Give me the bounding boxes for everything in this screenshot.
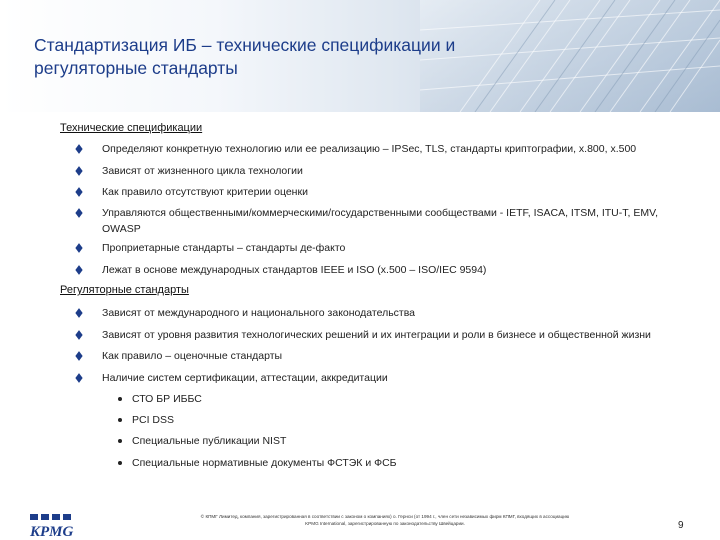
bullet-icon xyxy=(75,144,82,154)
bullet-icon xyxy=(75,330,82,340)
bullet-icon xyxy=(75,208,82,218)
bullet-icon xyxy=(75,166,82,176)
section-heading-technical: Технические спецификации xyxy=(60,122,203,134)
bullet-icon xyxy=(75,243,82,253)
dot-bullet-icon xyxy=(118,439,122,443)
bullet-icon xyxy=(75,187,82,197)
dot-bullet-icon xyxy=(118,397,122,401)
bullet-icon xyxy=(75,351,82,361)
slide-content: Технические спецификации Определяют конкретную технологию или ее реализацию – IPSec, TLS, стандарты криптографии, x.800, x.500 Зависят от жизненного цикла технологии Как правило отсутствуют критерии оценки Управляются общественными/коммерческими/государственными сообществами - IETF, ISACA, ITSM, ITU-T, EMV, OWASP Проприетарные стандарты – стандарты де-факто Лежат в основе международных стандартов IEEE и ISO (x.500 – ISO/IEC 9594) Регуляторные стандарты Зависят от международного и национального законодательства Зависят от уровня развития технологических решений и их интеграции и роли в бизнесе и общественной жизни Как правило – оценочные стандарты Наличие систем сертификации, аттестации, аккредитации СТО БР ИББС PCI DSS Специальные публикации NIST Специальные нормативные документы ФСТЭК и ФСБ xyxy=(60,122,659,469)
kpmg-logo xyxy=(28,514,88,540)
bullet-icon xyxy=(75,265,82,275)
svg-text:KPMG: KPMG xyxy=(30,524,74,540)
dot-bullet-icon xyxy=(118,461,122,465)
section-heading-regulatory: Регуляторные стандарты xyxy=(60,284,189,296)
page-number: 9 xyxy=(678,520,684,531)
dot-bullet-icon xyxy=(118,418,122,422)
footer-copyright: © КПМГ Лимитед, компания, зарегистрированная в соответствии с законом о компаниях) о. Гернси (от 1994 г., член сети независимых фирм КПМГ, входящих в ассоциацию KPMG International, зарегистрированную по законодательству Швейцарии. xyxy=(200,514,570,526)
bullet-icon xyxy=(75,308,82,318)
slide-title: Стандартизация ИБ – технические спецификации и регуляторные стандарты xyxy=(34,35,456,78)
bullet-icon xyxy=(75,373,82,383)
